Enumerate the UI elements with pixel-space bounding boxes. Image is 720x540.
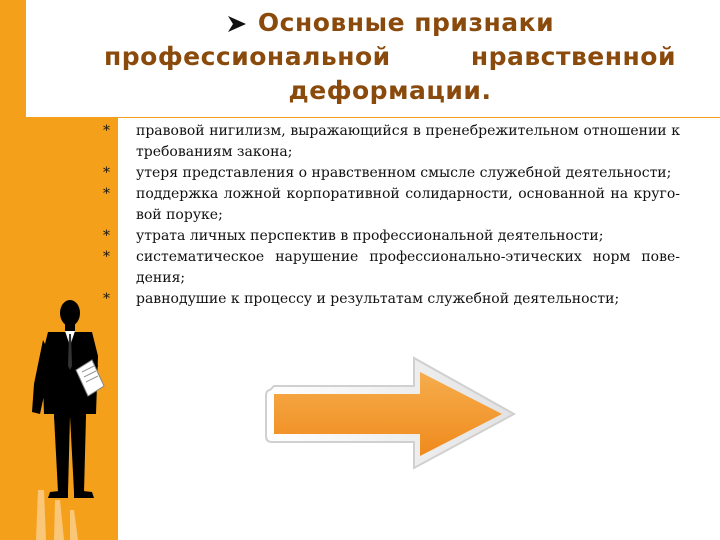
bullet-marker: *: [103, 165, 110, 181]
bullet-marker: *: [103, 123, 110, 139]
right-arrow-graphic: [264, 352, 526, 474]
bullet-list: [103, 121, 680, 310]
list-item-text: систематическое нарушение профессионально-этических норм пове-дения;: [136, 249, 680, 286]
title-line-2b: нравственной: [470, 42, 676, 71]
title-line-2a: профессиональной: [104, 42, 391, 71]
list-item: [103, 226, 680, 247]
list-item: [103, 247, 680, 289]
list-item: [103, 121, 680, 163]
bullet-marker: *: [103, 291, 110, 307]
list-item-text: утеря представления о нравственном смысле служебной деятельности;: [136, 165, 672, 181]
list-item-text: правовой нигилизм, выражающийся в пренебрежительном отношении к требованиям закона;: [136, 123, 680, 160]
list-item-text: равнодушие к процессу и результатам служебной деятельности;: [136, 291, 620, 307]
list-item: [103, 184, 680, 226]
title-line-3: деформации.: [288, 76, 492, 105]
businessman-silhouette: [26, 296, 116, 506]
list-item-text: поддержка ложной корпоративной солидарности, основанной на круго-вой поруке;: [136, 186, 680, 223]
decorative-shapes: [0, 490, 90, 540]
title-line-1: Основные признаки: [257, 8, 555, 37]
arrowhead-bullet-icon: [226, 15, 248, 33]
bullet-marker: *: [103, 186, 110, 202]
list-item: [103, 289, 680, 310]
bullet-marker: *: [103, 228, 110, 244]
list-item: [103, 163, 680, 184]
list-item-text: утрата личных перспектив в профессиональной деятельности;: [136, 228, 604, 244]
bullet-marker: *: [103, 249, 110, 265]
slide-title: [75, 6, 705, 108]
